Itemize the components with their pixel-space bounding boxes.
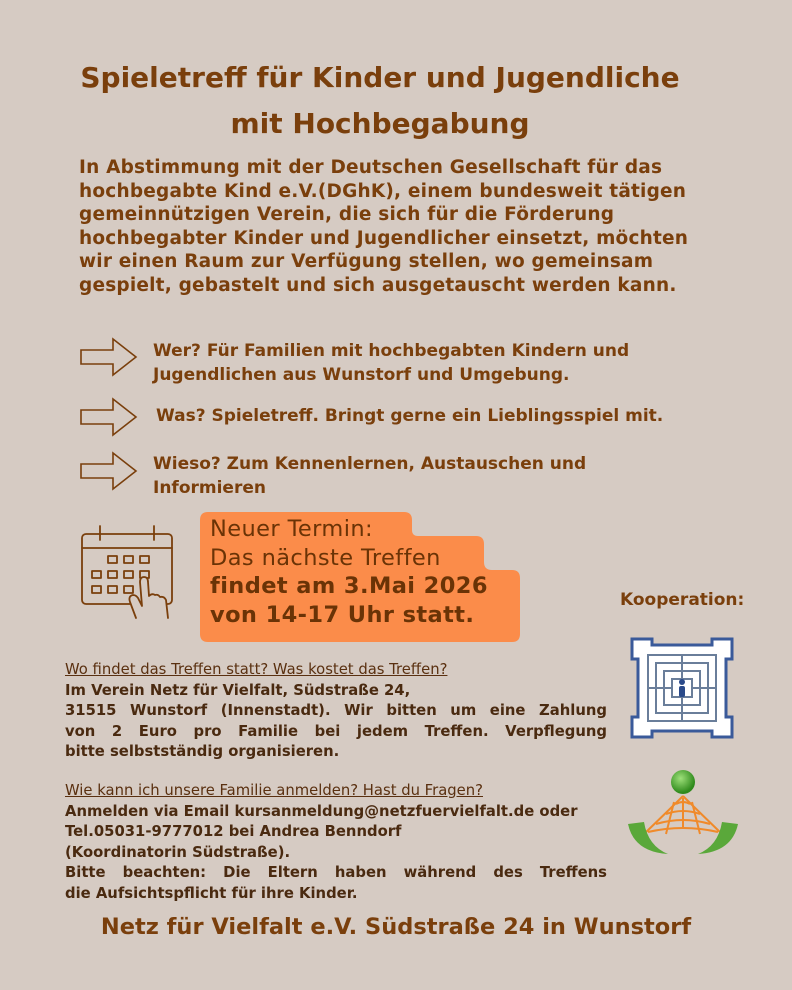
termin-line: findet am 3.Mai 2026 <box>210 573 488 599</box>
intro-line: gemeinnützigen Verein, die sich für die Förderung <box>79 204 615 225</box>
bullet-wieso <box>79 450 759 500</box>
info-line: Tel.05031-9777012 bei Andrea Benndorf <box>65 823 402 840</box>
bullet-text-line: Was? Spieletreff. Bringt gerne ein Lieblingsspiel mit. <box>156 406 664 426</box>
termin-line: Das nächste Treffen <box>210 544 441 571</box>
info-location-cost <box>65 660 607 763</box>
bullet-wer <box>79 336 759 387</box>
info-heading: Wo findet das Treffen statt? Was kostet das Treffen? <box>65 661 448 678</box>
intro-line: hochbegabter Kinder und Jugendlicher einsetzt, möchten <box>79 227 689 249</box>
info-line: Bitte beachten: Die Eltern haben während des Treffens <box>65 864 607 881</box>
termin-line: von 14-17 Uhr statt. <box>210 601 475 628</box>
page-title-line1: Spieletreff für Kinder und Jugendliche <box>80 61 680 94</box>
page-title-line2: mit Hochbegabung <box>230 107 530 140</box>
calendar-icon <box>78 522 178 622</box>
info-registration <box>65 781 607 904</box>
termin-box <box>200 512 520 642</box>
info-line: (Koordinatorin Südstraße). <box>65 843 291 861</box>
footer-address: Netz für Vielfalt e.V. Südstraße 24 in Wunstorf <box>100 914 692 940</box>
arrow-right-icon <box>79 450 139 492</box>
arrow-right-icon <box>79 336 139 378</box>
info-heading: Wie kann ich unsere Familie anmelden? Hast du Fragen? <box>65 782 483 799</box>
intro-line: wir einen Raum zur Verfügung stellen, wo gemeinsam <box>79 251 654 272</box>
organization-logo-icon <box>626 768 740 860</box>
intro-line: hochbegabte Kind e.V.(DGhK), einem bundesweit tätigen <box>79 180 687 202</box>
termin-line: Neuer Termin: <box>210 516 374 542</box>
maze-logo-icon <box>628 635 736 741</box>
bullet-text-line: Informieren <box>153 478 266 498</box>
intro-paragraph <box>79 156 719 297</box>
bullet-text-line: Wer? Für Familien mit hochbegabten Kindern und <box>153 341 630 361</box>
bullet-text-line: Jugendlichen aus Wunstorf und Umgebung. <box>153 365 570 385</box>
info-line: 31515 Wunstorf (Innenstadt). Wir bitten um eine Zahlung <box>65 702 607 719</box>
info-line: von 2 Euro pro Familie bei jedem Treffen. Verpflegung <box>65 722 607 740</box>
info-line: Anmelden via Email kursanmeldung@netzfuervielfalt.de oder <box>65 802 578 820</box>
bullet-was <box>79 396 759 438</box>
arrow-right-icon <box>79 396 139 438</box>
info-line: die Aufsichtspflicht für ihre Kinder. <box>65 884 358 902</box>
cooperation-label: Kooperation: <box>620 590 745 610</box>
info-line: Im Verein Netz für Vielfalt, Südstraße 24, <box>65 681 411 699</box>
bullet-text-line: Wieso? Zum Kennenlernen, Austauschen und <box>153 454 587 474</box>
info-line: bitte selbstständig organisieren. <box>65 743 340 760</box>
intro-line: In Abstimmung mit der Deutschen Gesellschaft für das <box>79 157 663 178</box>
intro-line: gespielt, gebastelt und sich ausgetauscht werden kann. <box>79 274 677 296</box>
